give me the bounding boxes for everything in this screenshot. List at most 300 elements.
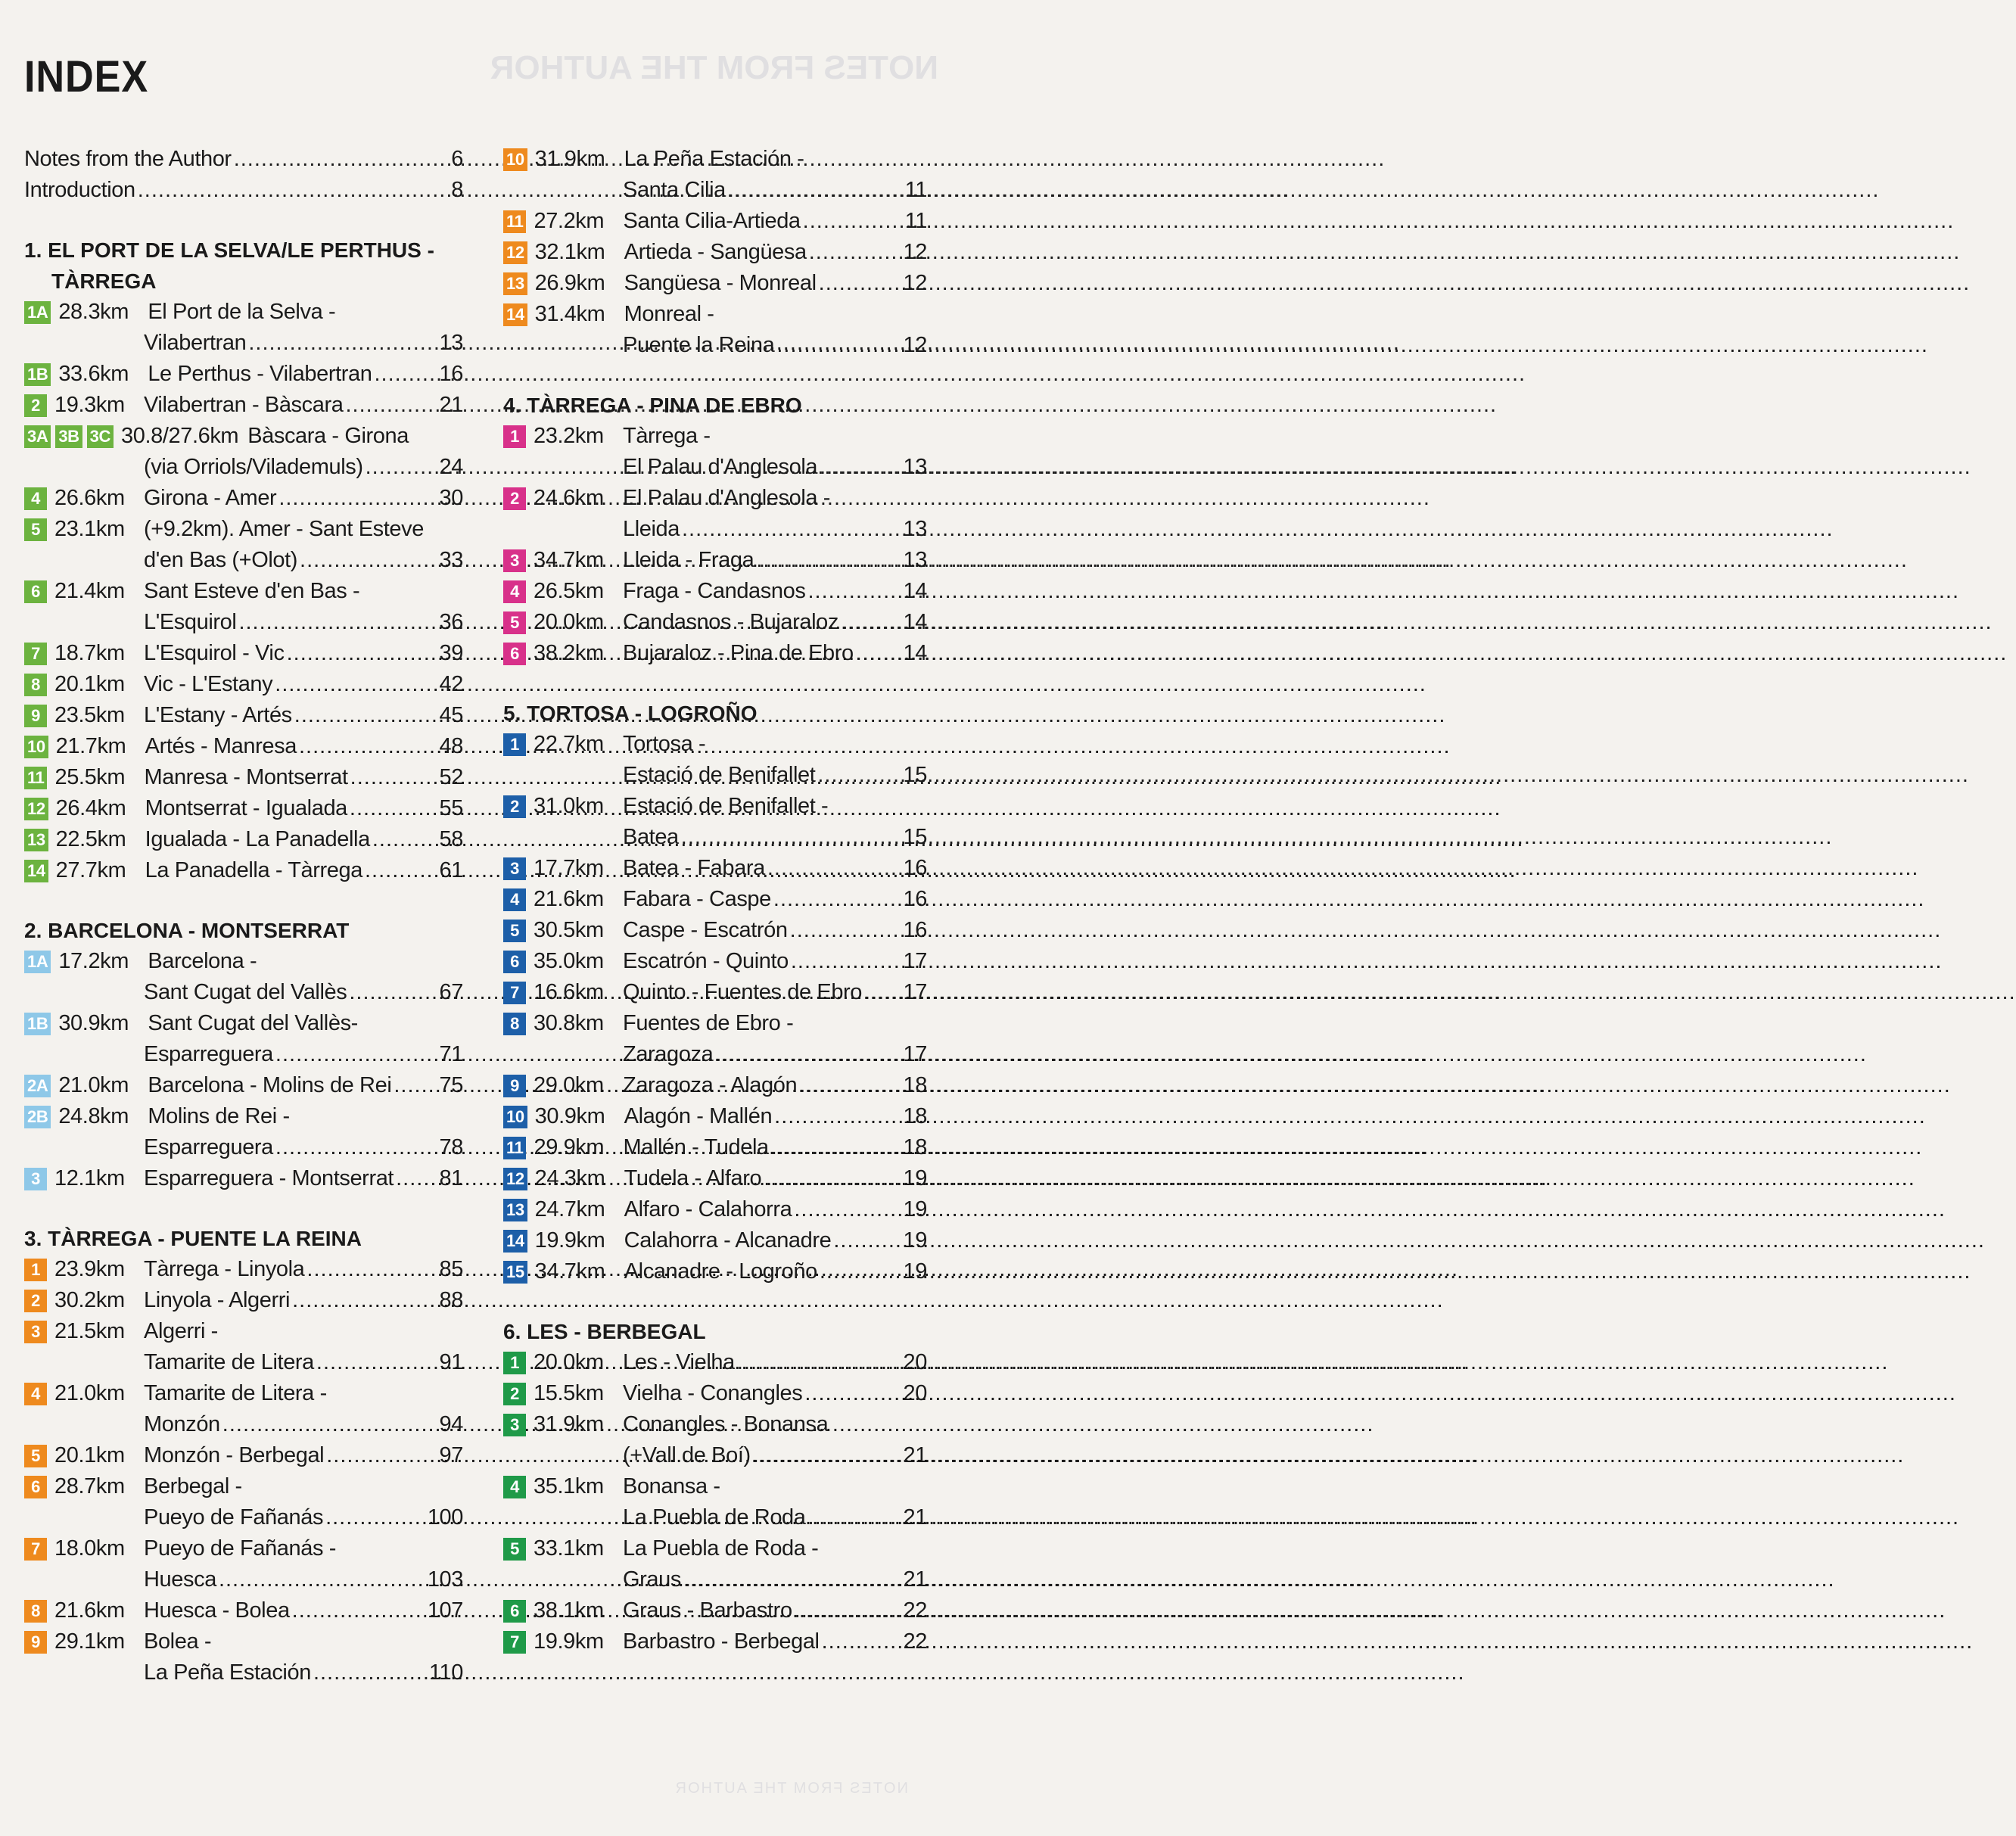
stage-route: Tàrrega - Linyola (144, 1257, 305, 1281)
dot-leader (396, 1163, 437, 1194)
stage-route: (+Vall de Boí) (623, 1443, 751, 1467)
stage-number-badge: 8 (24, 1600, 47, 1623)
stage-distance: 33.1km (534, 1536, 604, 1561)
stage-badges (24, 363, 55, 386)
dot-leader (822, 1626, 901, 1657)
stage-number-badge: 5 (24, 1445, 47, 1467)
stage-badges (24, 643, 51, 665)
stage-number-badge: 2 (24, 394, 47, 417)
stage-number-badge: 1 (503, 425, 526, 448)
dot-leader (275, 1132, 437, 1163)
stage-badges (503, 951, 530, 973)
stage-distance: 30.8/27.6km (120, 424, 239, 448)
stage-route: La Panadella - Tàrrega (145, 858, 362, 882)
stage-route: Mallén - Tudela (623, 1135, 769, 1159)
page-number: 14 (903, 579, 927, 603)
index-entry-line (503, 576, 927, 607)
index-entry-line (503, 1347, 927, 1378)
index-entry-line (24, 1039, 463, 1070)
stage-badges (24, 829, 53, 851)
stage-number-badge: 4 (503, 888, 526, 911)
page-number: 15 (903, 763, 927, 787)
stage-number-badge: 5 (503, 1538, 526, 1561)
page-number: 81 (439, 1166, 463, 1190)
dot-leader (350, 762, 437, 793)
index-entry-line (24, 545, 463, 576)
index-entry-line (24, 390, 463, 421)
index-entry-line (24, 1440, 463, 1471)
stage-route: Huesca (144, 1567, 216, 1592)
stage-number-badge: 14 (503, 303, 527, 326)
page-number: 24 (439, 455, 463, 479)
stage-number-badge: 4 (24, 487, 47, 510)
index-entry-line (24, 421, 463, 452)
index-entry-line (24, 483, 463, 514)
stage-distance: 27.7km (55, 858, 126, 882)
page-number: 19 (903, 1259, 927, 1284)
stage-badges (24, 674, 51, 696)
stage-route: Barcelona - (148, 949, 257, 973)
page-number: 85 (439, 1257, 463, 1281)
stage-distance: 24.7km (534, 1197, 605, 1221)
index-entry-line (503, 1409, 927, 1440)
index-entry-line (24, 762, 463, 793)
stage-route: Bàscara - Girona (247, 424, 409, 448)
stage-distance: 17.7km (534, 856, 604, 880)
stage-badges (503, 611, 530, 634)
stage-badges (503, 733, 530, 756)
index-entry-line (503, 946, 927, 977)
page-number: 110 (428, 1660, 463, 1685)
index-entry-line (503, 514, 927, 545)
section-heading: 5. TORTOSA - LOGROÑO (503, 702, 758, 725)
stage-route: d'en Bas (+Olot) (144, 548, 298, 572)
stage-badges (24, 736, 53, 758)
stage-route: La Puebla de Roda (623, 1505, 806, 1529)
stage-route: Pueyo de Fañanás - (144, 1536, 336, 1561)
dot-leader (287, 638, 437, 669)
stage-distance: 26.6km (54, 486, 125, 510)
stage-number-badge: 3 (24, 1321, 47, 1343)
stage-distance: 38.2km (534, 641, 604, 665)
stage-route: Escatrón - Quinto (623, 949, 789, 973)
stage-number-badge: 8 (503, 1013, 526, 1035)
dot-leader (325, 1502, 425, 1533)
page-number: 16 (903, 856, 927, 880)
stage-badges (24, 1013, 55, 1035)
index-entry-line (503, 1039, 927, 1070)
stage-route: Graus - Barbastro (623, 1598, 792, 1623)
section-heading-cont: TÀRREGA (51, 269, 157, 293)
stage-number-badge: 10 (24, 736, 48, 758)
stage-number-badge: 6 (24, 1476, 47, 1498)
stage-badges (503, 643, 530, 665)
stage-number-badge: 13 (24, 829, 48, 851)
index-entry-line (503, 1564, 927, 1595)
stage-distance: 19.9km (534, 1228, 605, 1253)
page-number: 12 (903, 240, 927, 264)
stage-distance: 31.9km (534, 1412, 604, 1436)
stage-distance: 30.9km (58, 1011, 129, 1035)
stage-distance: 18.7km (54, 641, 125, 665)
stage-distance: 24.8km (58, 1104, 129, 1128)
index-entry-line (503, 1163, 927, 1194)
stage-number-badge: 8 (24, 674, 47, 696)
page-number: 39 (439, 641, 463, 665)
index-entry-line (503, 1070, 927, 1101)
stage-route: Berbegal - (144, 1474, 242, 1498)
stage-number-badge: 15 (503, 1261, 527, 1284)
right-column (503, 144, 927, 1657)
index-entry-line (24, 1132, 463, 1163)
stage-badges (24, 301, 55, 324)
index-entry-line (24, 855, 463, 886)
stage-route: Lleida (623, 517, 680, 541)
stage-distance: 21.5km (54, 1319, 125, 1343)
stage-route: Esparreguera (144, 1135, 273, 1159)
stage-badges (503, 272, 532, 295)
stage-number-badge: 13 (503, 272, 527, 295)
index-entry-line (24, 328, 463, 359)
index-entry-line (503, 1440, 927, 1471)
stage-number-badge: 2B (24, 1106, 51, 1128)
dot-leader (350, 793, 437, 824)
dot-leader (683, 1564, 901, 1595)
stage-number-badge: 3B (55, 425, 82, 448)
stage-badges (24, 1600, 51, 1623)
page-number: 11 (904, 209, 927, 233)
stage-badges (503, 1137, 530, 1159)
stage-distance: 31.0km (534, 794, 604, 818)
stage-route: Monzón - Berbegal (144, 1443, 325, 1467)
section-heading: 1. EL PORT DE LA SELVA/LE PERTHUS - (24, 238, 434, 262)
dot-leader (299, 731, 437, 762)
stage-route: Huesca - Bolea (144, 1598, 290, 1623)
index-entry-line (24, 1070, 463, 1101)
left-column (24, 144, 463, 1688)
stage-number-badge: 3 (503, 1414, 526, 1436)
index-entry-line (503, 268, 927, 299)
section-heading: 2. BARCELONA - MONTSERRAT (24, 919, 350, 942)
stage-distance: 18.0km (54, 1536, 125, 1561)
stage-badges (503, 857, 530, 880)
dot-leader (820, 452, 901, 483)
stage-route: Estació de Benifallet - (623, 794, 829, 818)
stage-route: La Peña Estación - (624, 147, 804, 171)
index-entry-line (24, 1378, 463, 1409)
dot-leader (728, 175, 903, 206)
dot-leader (313, 1657, 427, 1688)
index-entry-line (503, 483, 927, 514)
stage-badges (503, 241, 532, 264)
stage-number-badge: 7 (24, 1538, 47, 1561)
stage-distance: 38.1km (534, 1598, 604, 1623)
index-entry-line (24, 1626, 463, 1657)
stage-route: Sant Cugat del Vallès (144, 980, 347, 1004)
stage-route: Lleida - Fraga (623, 548, 754, 572)
stage-number-badge: 9 (24, 705, 47, 727)
page-number: 16 (903, 887, 927, 911)
index-entry-line (24, 514, 463, 545)
index-entry-line (503, 206, 927, 237)
intro-label: Notes from the Author (24, 147, 232, 171)
index-entry-line (24, 1595, 463, 1626)
page-number: 48 (439, 734, 463, 758)
index-entry-line (503, 299, 927, 330)
stage-badges (503, 1261, 532, 1284)
stage-route: Vielha - Conangles (623, 1381, 803, 1405)
stage-number-badge: 14 (24, 860, 48, 882)
stage-route: Pueyo de Fañanás (144, 1505, 324, 1529)
stage-badges (503, 1600, 530, 1623)
index-entry-line (503, 1626, 927, 1657)
page-number: 107 (427, 1598, 463, 1623)
index-entry-line (24, 824, 463, 855)
index-entry-line (503, 1378, 927, 1409)
stage-badges (503, 148, 532, 171)
index-entry-line (503, 853, 927, 884)
page-number: 75 (439, 1073, 463, 1097)
index-entry-line (503, 1101, 927, 1132)
stage-route: Estació de Benifallet (623, 763, 816, 787)
stage-route: L'Esquirol (144, 610, 237, 634)
stage-distance: 17.2km (58, 949, 129, 973)
page-number: 12 (903, 271, 927, 295)
dot-leader (753, 1440, 901, 1471)
page-number: 21 (903, 1567, 927, 1592)
stage-distance: 23.9km (54, 1257, 125, 1281)
index-entry-line (24, 576, 463, 607)
page-number: 18 (903, 1135, 927, 1159)
stage-badges (24, 767, 51, 789)
stage-badges (503, 1230, 532, 1253)
dot-leader (275, 669, 437, 700)
stage-distance: 35.1km (534, 1474, 604, 1498)
stage-badges (24, 1290, 51, 1312)
dot-leader (138, 175, 450, 206)
dot-leader (799, 1070, 901, 1101)
dot-leader (833, 1225, 901, 1256)
stage-number-badge: 3 (503, 549, 526, 572)
stage-distance: 29.9km (534, 1135, 605, 1159)
stage-distance: 20.0km (534, 610, 604, 634)
index-entry-line (503, 1008, 927, 1039)
stage-route: Bolea - (144, 1629, 212, 1654)
stage-route: Sant Cugat del Vallès- (148, 1011, 358, 1035)
index-entry-line (24, 946, 463, 977)
page-number: 17 (903, 1042, 927, 1066)
stage-badges (503, 1414, 530, 1436)
section-heading: 3. TÀRREGA - PUENTE LA REINA (24, 1227, 362, 1250)
stage-route: Zaragoza (623, 1042, 714, 1066)
page-number: 21 (903, 1443, 927, 1467)
index-entry-line (24, 1101, 463, 1132)
stage-route: Vilabertran - Bàscara (144, 393, 344, 417)
stage-distance: 20.1km (54, 1443, 125, 1467)
stage-number-badge: 9 (503, 1075, 526, 1097)
stage-badges (503, 1199, 532, 1221)
page-number: 13 (439, 331, 463, 355)
dot-leader (773, 884, 901, 915)
index-entry-line (24, 700, 463, 731)
section-heading: 6. LES - BERBEGAL (503, 1320, 706, 1343)
stage-route: Bujaraloz - Pina de Ebro (623, 641, 854, 665)
stage-route: Tàrrega - (623, 424, 711, 448)
stage-distance: 24.3km (534, 1166, 605, 1190)
page-number: 20 (903, 1350, 927, 1374)
index-entry-line (24, 607, 463, 638)
stage-badges (24, 1168, 51, 1190)
stage-badges (24, 1383, 51, 1405)
index-entry-line (503, 729, 927, 760)
intro-entry (24, 175, 463, 206)
dot-leader (776, 330, 901, 361)
stage-distance: 23.2km (534, 424, 604, 448)
index-entry-line (24, 359, 463, 390)
stage-route: Alagón - Mallén (624, 1104, 773, 1128)
dot-leader (841, 607, 901, 638)
stage-number-badge: 6 (24, 580, 47, 603)
stage-number-badge: 1B (24, 1013, 51, 1035)
page-number: 13 (903, 455, 927, 479)
stage-route: Montserrat - Igualada (145, 796, 347, 820)
dot-leader (804, 1378, 901, 1409)
index-entry-line (503, 915, 927, 946)
stage-distance: 28.7km (54, 1474, 125, 1498)
index-entry-line (503, 791, 927, 822)
stage-badges (503, 1075, 530, 1097)
page-number: 15 (903, 825, 927, 849)
stage-number-badge: 5 (503, 611, 526, 634)
page-number: 22 (903, 1598, 927, 1623)
stage-distance: 16.6km (534, 980, 604, 1004)
page-number: 42 (439, 672, 463, 696)
stage-route: (+9.2km). Amer - Sant Esteve (144, 517, 424, 541)
stage-route: Santa Cilia-Artieda (623, 209, 801, 233)
stage-route: Le Perthus - Vilabertran (148, 362, 372, 386)
page-number: 8 (451, 178, 463, 202)
stage-number-badge: 4 (503, 580, 526, 603)
dot-leader (219, 1564, 425, 1595)
page-number: 14 (903, 610, 927, 634)
stage-distance: 31.9km (534, 147, 605, 171)
stage-number-badge: 10 (503, 148, 527, 171)
dot-leader (864, 977, 901, 1008)
stage-badges (24, 1631, 51, 1654)
index-entry-line (24, 793, 463, 824)
stage-number-badge: 1 (24, 1259, 47, 1281)
dot-leader (306, 1254, 437, 1285)
index-entry-line (24, 1008, 463, 1039)
page-number: 88 (439, 1288, 463, 1312)
page-number: 97 (439, 1443, 463, 1467)
index-entry-line (503, 1502, 927, 1533)
stage-number-badge: 2 (503, 487, 526, 510)
page-number: 12 (903, 333, 927, 357)
index-entry-line (503, 452, 927, 483)
page-title: INDEX (24, 52, 149, 101)
stage-number-badge: 2 (503, 795, 526, 818)
intro-entry (24, 144, 463, 175)
page-number: 45 (439, 703, 463, 727)
stage-route: Barcelona - Molins de Rei (148, 1073, 392, 1097)
stage-badges (24, 1538, 51, 1561)
page-number: 14 (903, 641, 927, 665)
dot-leader (737, 1347, 901, 1378)
dot-leader (345, 390, 437, 421)
dot-leader (366, 452, 437, 483)
stage-number-badge: 5 (503, 920, 526, 942)
index-entry-line (503, 822, 927, 853)
stage-route: Zaragoza - Alagón (623, 1073, 798, 1097)
page-number: 55 (439, 796, 463, 820)
stage-badges (503, 1106, 532, 1128)
stage-distance: 23.1km (54, 517, 125, 541)
dot-leader (767, 853, 901, 884)
stage-badges (24, 518, 51, 541)
stage-badges (24, 394, 51, 417)
dot-leader (275, 1039, 437, 1070)
page-number: 17 (903, 949, 927, 973)
stage-distance: 34.7km (534, 548, 604, 572)
stage-route: Bonansa - (623, 1474, 720, 1498)
stage-route: Esparreguera - Montserrat (144, 1166, 394, 1190)
page-number: 13 (903, 548, 927, 572)
dot-leader (294, 700, 437, 731)
index-entry-line (503, 1471, 927, 1502)
dot-leader (715, 1039, 901, 1070)
stage-number-badge: 3A (24, 425, 51, 448)
stage-route: L'Estany - Artés (144, 703, 292, 727)
page-number: 19 (903, 1228, 927, 1253)
stage-number-badge: 6 (503, 1600, 526, 1623)
stage-badges (24, 1075, 55, 1097)
page-number: 58 (439, 827, 463, 851)
stage-distance: 20.1km (54, 672, 125, 696)
stage-badges (24, 860, 53, 882)
page-number: 100 (427, 1505, 463, 1529)
stage-number-badge: 11 (503, 1137, 526, 1159)
index-entry-line (503, 545, 927, 576)
stage-number-badge: 11 (24, 767, 47, 789)
stage-route: Tudela - Alfaro (624, 1166, 762, 1190)
page-number: 30 (439, 486, 463, 510)
stage-route: (via Orriols/Vilademuls) (144, 455, 363, 479)
index-entry-line (24, 1564, 463, 1595)
dot-leader (794, 1194, 901, 1225)
stage-distance: 19.9km (534, 1629, 604, 1654)
page-number: 103 (427, 1567, 463, 1592)
dot-leader (774, 1101, 901, 1132)
dot-leader (394, 1070, 437, 1101)
stage-badges (503, 425, 530, 448)
index-entry-line (24, 977, 463, 1008)
stage-distance: 22.5km (55, 827, 126, 851)
stage-route: Santa Cilia (623, 178, 726, 202)
stage-badges (503, 982, 530, 1004)
stage-number-badge: 6 (503, 951, 526, 973)
dot-leader (808, 1502, 901, 1533)
stage-number-badge: 4 (503, 1476, 526, 1498)
dot-leader (248, 328, 437, 359)
page-number: 33 (439, 548, 463, 572)
index-entry-line (503, 330, 927, 361)
stage-number-badge: 1A (24, 301, 51, 324)
stage-number-badge: 13 (503, 1199, 527, 1221)
stage-distance: 21.4km (54, 579, 125, 603)
index-entry-line (503, 1132, 927, 1163)
stage-badges (24, 580, 51, 603)
